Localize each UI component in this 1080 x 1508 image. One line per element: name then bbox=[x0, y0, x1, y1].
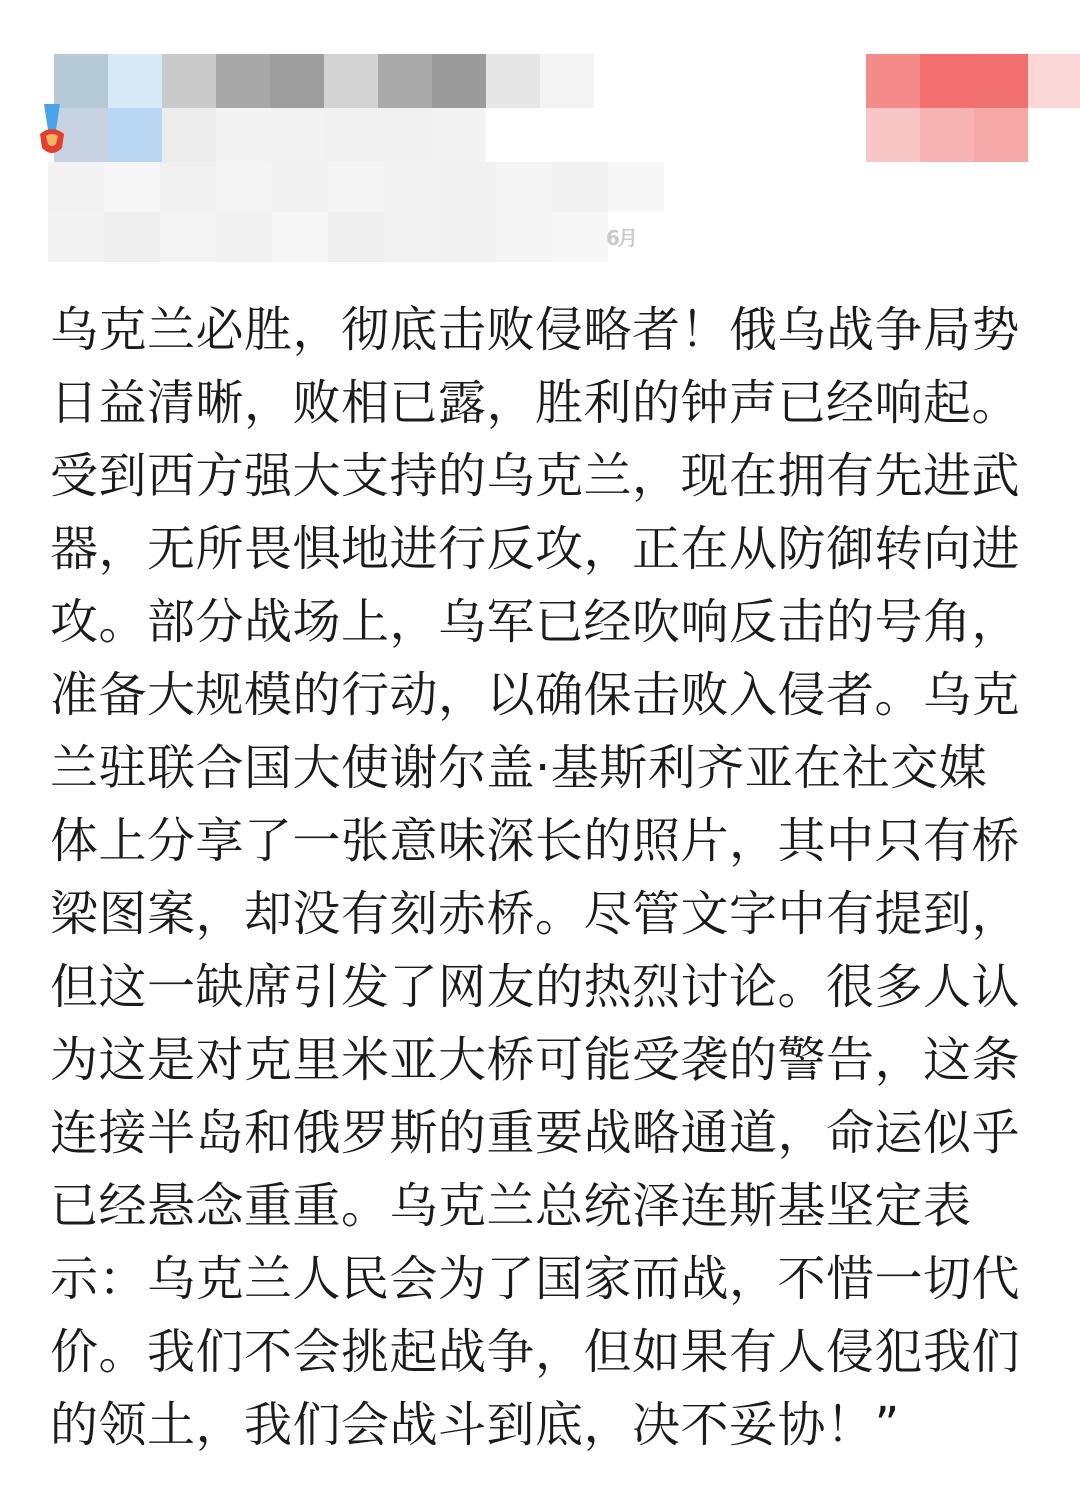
meta-tail-text: 6月 bbox=[606, 226, 636, 250]
username-redacted[interactable] bbox=[162, 54, 594, 162]
post-line: 攻。部分战场上，乌军已经吹响反击的号角， bbox=[50, 594, 1021, 650]
post-body bbox=[50, 294, 1022, 1462]
follow-button-redacted[interactable] bbox=[866, 54, 1080, 162]
post-line: 乌克兰必胜，彻底击败侵略者！俄乌战争局势 bbox=[50, 302, 1021, 358]
post-line: 已经悬念重重。乌克兰总统泽连斯基坚定表 bbox=[50, 1178, 972, 1234]
post-header bbox=[0, 0, 1080, 275]
avatar[interactable] bbox=[54, 54, 162, 162]
post-line: 体上分享了一张意味深长的照片，其中只有桥 bbox=[50, 813, 1021, 869]
post-line: 连接半岛和俄罗斯的重要战略通道，命运似乎 bbox=[50, 1105, 1021, 1161]
post-line: 日益清晰，败相已露，胜利的钟声已经响起。 bbox=[50, 375, 1021, 431]
post-line: 为这是对克里米亚大桥可能受袭的警告，这条 bbox=[50, 1032, 1021, 1088]
post-line: 价。我们不会挑起战争，但如果有人侵犯我们 bbox=[50, 1324, 1021, 1380]
post-line: 准备大规模的行动，以确保击败入侵者。乌克 bbox=[50, 667, 1021, 723]
post-meta-redacted bbox=[48, 162, 664, 262]
post-line: 梁图案，却没有刻赤桥。尽管文字中有提到， bbox=[50, 886, 1021, 942]
post-line: 示：乌克兰人民会为了国家而战，不惜一切代 bbox=[50, 1251, 1021, 1307]
post-line: 但这一缺席引发了网友的热烈讨论。很多人认 bbox=[50, 959, 1021, 1015]
post-line: 器，无所畏惧地进行反攻，正在从防御转向进 bbox=[50, 521, 1021, 577]
post-line: 受到西方强大支持的乌克兰，现在拥有先进武 bbox=[50, 448, 1021, 504]
post-line: 的领土，我们会战斗到底，决不妥协！” bbox=[50, 1397, 900, 1453]
post-line: 兰驻联合国大使谢尔盖·基斯利齐亚在社交媒 bbox=[50, 740, 988, 796]
avatar-badge-icon bbox=[34, 100, 70, 166]
